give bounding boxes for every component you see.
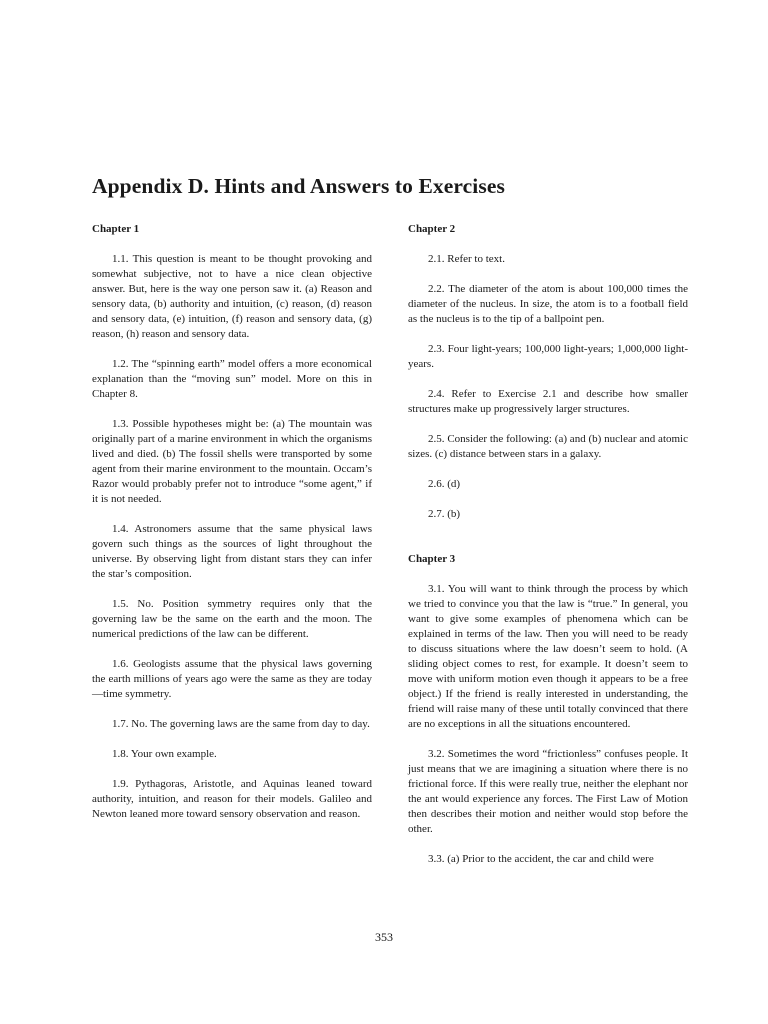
left-column xyxy=(92,222,372,822)
exercise-1-1: 1.1. This question is meant to be thought provoking and somewhat subjective, not to have a nice clean objective answer. But, here is the way one person saw it. (a) Reason and sensory data, (b) authority and intuition, (c) reason, (d) reason and sensory data, (e) intuition, (f) reason and sensory data, (g) reason, (h) reason and sensory data. xyxy=(92,253,372,340)
chapter-1-heading: Chapter 1 xyxy=(92,223,140,235)
page-number: 353 xyxy=(375,930,393,944)
exercise-1-5: 1.5. No. Position symmetry requires only that the governing law be the same on the earth and the moon. The numerical predictions of the law can be different. xyxy=(92,598,372,640)
exercise-2-7: 2.7. (b) xyxy=(428,508,461,520)
exercise-1-2: 1.2. The “spinning earth” model offers a more economical explanation than the “moving sun” model. More on this in Chapter 8. xyxy=(92,358,372,400)
page-title: Appendix D. Hints and Answers to Exercises xyxy=(92,174,505,198)
exercise-1-7: 1.7. No. The governing laws are the same from day to day. xyxy=(112,718,370,730)
exercise-1-6: 1.6. Geologists assume that the physical laws governing the earth millions of years ago were the same as they are today—time symmetry. xyxy=(92,658,372,700)
exercise-3-1: 3.1. You will want to think through the process by which we tried to convince you that the law is “true.” In general, you want to give some examples of phenomena which can be explained in terms of the law. Then you will need to be ready to discuss situations where the law doesn’t seem to hold. (A sliding object comes to rest, for example. It doesn’t seem to move with uniform motion even though it appears to be a free object.) If the friend is really interested in understanding, the friend will raise many of these until totally convinced that there are no exceptions in all the situations encountered. xyxy=(408,583,688,730)
exercise-1-8: 1.8. Your own example. xyxy=(112,748,217,760)
exercise-2-6: 2.6. (d) xyxy=(428,478,461,490)
right-column xyxy=(408,222,688,867)
exercise-3-3: 3.3. (a) Prior to the accident, the car and child were xyxy=(428,853,654,865)
exercise-2-2: 2.2. The diameter of the atom is about 100,000 times the diameter of the nucleus. In size, the atom is to a football field as the nucleus is to the tip of a ballpoint pen. xyxy=(408,283,688,325)
exercise-2-1: 2.1. Refer to text. xyxy=(428,253,505,265)
exercise-2-5: 2.5. Consider the following: (a) and (b) nuclear and atomic sizes. (c) distance between stars in a galaxy. xyxy=(408,433,688,460)
chapter-3-heading: Chapter 3 xyxy=(408,553,456,565)
exercise-1-3: 1.3. Possible hypotheses might be: (a) The mountain was originally part of a marine environment in which the organisms lived and died. (b) The fossil shells were transported by some agent from their marine environment to the mountain. Occam’s Razor would probably prefer not to introduce “some agent,” if it is not needed. xyxy=(92,418,372,505)
exercise-3-2: 3.2. Sometimes the word “frictionless” confuses people. It just means that we are imagining a situation where there is no frictional force. If this were really true, neither the elephant nor the ant would experience any forces. The First Law of Motion then describes their motion and neither would stop before the other. xyxy=(408,748,688,835)
chapter-2-heading: Chapter 2 xyxy=(408,223,456,235)
exercise-1-9: 1.9. Pythagoras, Aristotle, and Aquinas leaned toward authority, intuition, and reason for their models. Galileo and Newton leaned more toward sensory observation and reason. xyxy=(92,778,372,820)
exercise-2-4: 2.4. Refer to Exercise 2.1 and describe how smaller structures make up progressively larger structures. xyxy=(408,388,688,415)
exercise-2-3: 2.3. Four light-years; 100,000 light-years; 1,000,000 light-years. xyxy=(408,343,688,370)
exercise-1-4: 1.4. Astronomers assume that the same physical laws govern such things as the sources of light throughout the universe. By observing light from distant stars they can infer the star’s composition. xyxy=(92,523,372,580)
